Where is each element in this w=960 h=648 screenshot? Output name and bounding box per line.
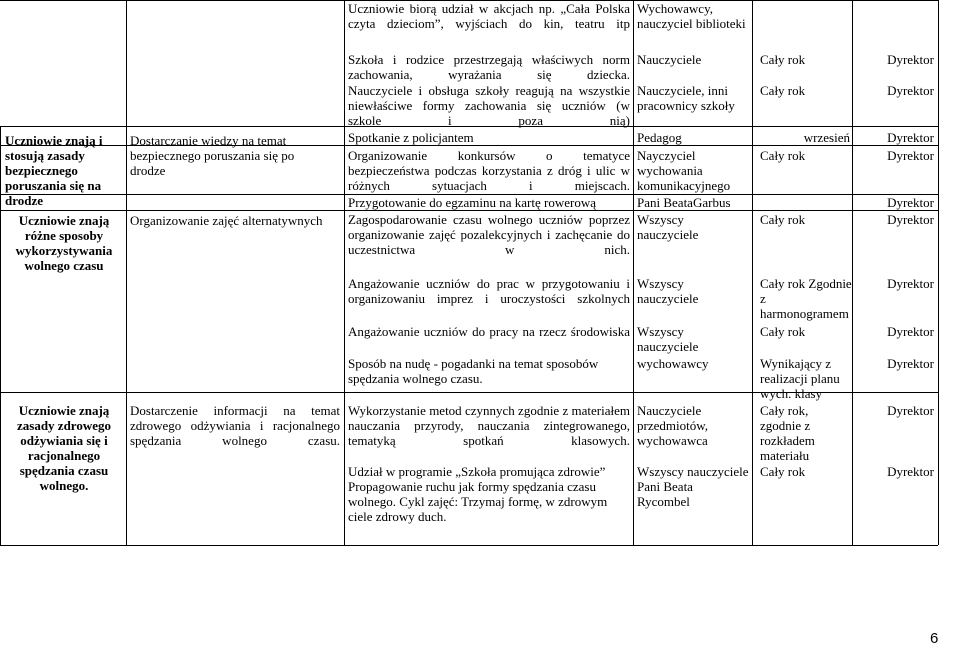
when-cell: Cały rok (760, 52, 806, 67)
page-number: 6 (930, 630, 939, 647)
task-cell: Organizowanie zajęć alternatywnych (130, 213, 323, 228)
who-cell: wychowawcy (637, 356, 709, 371)
task-cell: Dostarczanie wiedzy na temat bezpiecznego poruszania się po drodze (130, 133, 295, 178)
action-cell: Spotkanie z policjantem (348, 130, 474, 145)
action-cell: Wykorzystanie metod czynnych zgodnie z materiałem nauczania przyrody, nauczania zintegrowanego, tematyką spotkań klasowych. (348, 403, 630, 448)
responsible-cell: Dyrektor (887, 464, 934, 479)
action-cell: Nauczyciele i obsługa szkoły reagują na wszystkie niewłaściwe formy zachowania się uczniów (w szkole i poza nią) (348, 83, 630, 128)
responsible-cell: Dyrektor (887, 212, 934, 227)
responsible-cell: Dyrektor (887, 195, 934, 210)
responsible-cell: Dyrektor (887, 148, 934, 163)
action-cell: Zagospodarowanie czasu wolnego uczniów poprzez organizowanie zajęć pozalekcyjnych i zachęcanie do uczestnictwa w nich. (348, 212, 630, 257)
action-cell: Szkoła i rodzice przestrzegają właściwych norm zachowania, wyrażania się dziecka. (348, 52, 630, 82)
action-cell: Przygotowanie do egzaminu na kartę rowerową (348, 195, 596, 210)
goal-cell: Uczniowie znają i stosują zasady bezpiecznego poruszania się na drodze (5, 133, 103, 208)
who-cell: Wszyscy nauczyciele (637, 276, 699, 306)
who-cell: Wszyscy nauczyciele Pani Beata Rycombel (637, 464, 749, 509)
when-cell: wrzesień (803, 130, 850, 145)
who-cell: Wychowawcy, nauczyciel biblioteki (637, 1, 746, 31)
when-cell: Cały rok (760, 212, 806, 227)
who-cell: Wszyscy nauczyciele (637, 212, 699, 242)
responsible-cell: Dyrektor (887, 356, 934, 371)
who-cell: Wszyscy nauczyciele (637, 324, 699, 354)
who-cell: Pani BeataGarbus (637, 195, 731, 210)
when-cell: Cały rok (760, 324, 806, 339)
responsible-cell: Dyrektor (887, 52, 934, 67)
responsible-cell: Dyrektor (887, 276, 934, 291)
responsible-cell: Dyrektor (887, 83, 934, 98)
action-cell: Udział w programie „Szkoła promująca zdrowie” Propagowanie ruchu jak formy spędzania czasu wolnego. Cykl zajęć: Trzymaj formę, w zdrowym ciele zdrowy duch. (348, 464, 608, 524)
responsible-cell: Dyrektor (887, 130, 934, 145)
who-cell: Nauczyciele przedmiotów, wychowawca (637, 403, 708, 448)
action-cell: Sposób na nudę - pogadanki na temat sposobów spędzania wolnego czasu. (348, 356, 599, 386)
responsible-cell: Dyrektor (887, 324, 934, 339)
when-cell: Cały rok (760, 83, 806, 98)
action-cell: Uczniowie biorą udział w akcjach np. „Cała Polska czyta dzieciom”, wyjściach do kin, teatru itp (348, 1, 630, 31)
action-cell: Angażowanie uczniów do prac w przygotowaniu i organizowaniu imprez i uroczystości szkolnych (348, 276, 630, 306)
when-cell: Cały rok (760, 464, 806, 479)
action-cell: Angażowanie uczniów do pracy na rzecz środowiska (348, 324, 630, 339)
who-cell: Nayczyciel wychowania komunikacyjnego (637, 148, 731, 193)
when-cell: Cały rok (760, 148, 806, 163)
action-cell: Organizowanie konkursów o tematyce bezpieczeństwa podczas korzystania z dróg i ulic w różnych sytuacjach i miejscach. (348, 148, 630, 193)
when-cell: Cały rok, zgodnie z rozkładem materiału (760, 403, 815, 463)
when-cell: Wynikający z realizacji planu wych. klasy (760, 356, 840, 401)
task-cell: Dostarczenie informacji na temat zdrowego odżywiania i racjonalnego spędzania wolnego czasu. (130, 403, 340, 448)
responsible-cell: Dyrektor (887, 403, 934, 418)
who-cell: Pedagog (637, 130, 682, 145)
who-cell: Nauczyciele, inni pracownicy szkoły (637, 83, 735, 113)
goal-cell: Uczniowie znają zasady zdrowego odżywiania się i racjonalnego spędzania czasu wolnego. (16, 403, 111, 493)
goal-cell: Uczniowie znają różne sposoby wykorzystywania wolnego czasu (15, 213, 113, 273)
who-cell: Nauczyciele (637, 52, 702, 67)
when-cell: Cały rok Zgodnie z harmonogramem (760, 276, 852, 321)
